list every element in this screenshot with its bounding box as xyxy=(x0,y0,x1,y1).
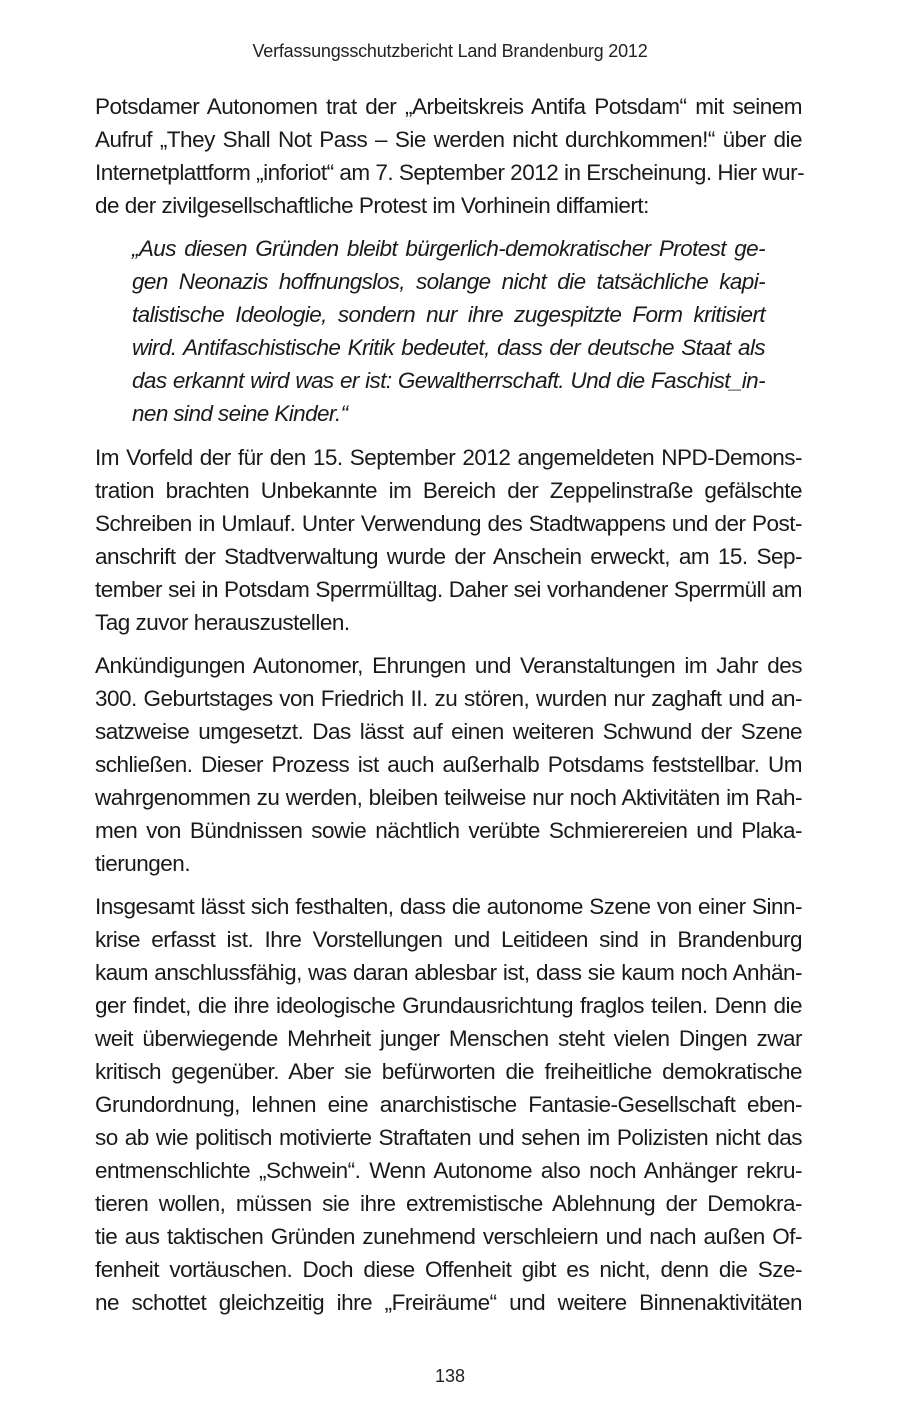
quote-line: gen Neonazis hoffnungslos, solange nicht die tatsächliche kapi- xyxy=(132,269,765,294)
text-line: 300. Geburtstages von Friedrich II. zu stören, wurden nur zaghaft und an- xyxy=(95,686,802,711)
paragraph-summary xyxy=(95,890,802,1319)
quote-line: das erkannt wird was er ist: Gewaltherrschaft. Und die Faschist_in- xyxy=(132,368,765,393)
text-line: tie aus taktischen Gründen zunehmend verschleiern und nach außen Of- xyxy=(95,1224,802,1249)
text-line: ger findet, die ihre ideologische Grundausrichtung fraglos teilen. Denn die xyxy=(95,993,802,1018)
text-line: tration brachten Unbekannte im Bereich der Zeppelinstraße gefälschte xyxy=(95,478,802,503)
text-line: tieren wollen, müssen sie ihre extremistische Ablehnung der Demokra- xyxy=(95,1191,802,1216)
text-line: satzweise umgesetzt. Das lässt auf einen weiteren Schwund der Szene xyxy=(95,719,802,744)
text-line: Insgesamt lässt sich festhalten, dass die autonome Szene von einer Sinn- xyxy=(95,894,802,919)
text-line: so ab wie politisch motivierte Straftaten und sehen im Polizisten nicht das xyxy=(95,1125,802,1150)
quote-line: „Aus diesen Gründen bleibt bürgerlich-demokratischer Protest ge- xyxy=(132,236,765,261)
text-line: Im Vorfeld der für den 15. September 2012 angemeldeten NPD-Demons- xyxy=(95,445,802,470)
paragraph-announcements xyxy=(95,649,802,880)
text-line: Aufruf „They Shall Not Pass – Sie werden nicht durchkommen!“ über die xyxy=(95,127,802,152)
running-header: Verfassungsschutzbericht Land Brandenburg 2012 xyxy=(252,41,648,61)
text-line: anschrift der Stadtverwaltung wurde der Anschein erweckt, am 15. Sep- xyxy=(95,544,802,569)
text-line: weit überwiegende Mehrheit junger Menschen steht vielen Dingen zwar xyxy=(95,1026,802,1051)
text-line: wahrgenommen zu werden, bleiben teilweise nur noch Aktivitäten im Rah- xyxy=(95,785,802,810)
text-line: tierungen. xyxy=(95,851,191,876)
text-line: krise erfasst ist. Ihre Vorstellungen und Leitideen sind in Brandenburg xyxy=(95,927,802,952)
paragraph-intro xyxy=(95,90,805,222)
text-line: de der zivilgesellschaftliche Protest im Vorhinein diffamiert: xyxy=(95,193,649,218)
text-line: Tag zuvor herauszustellen. xyxy=(95,610,350,635)
text-line: Potsdamer Autonomen trat der „Arbeitskreis Antifa Potsdam“ mit seinem xyxy=(95,94,802,119)
page-number: 138 xyxy=(434,1366,466,1386)
text-line: kritisch gegenüber. Aber sie befürworten die freiheitliche demokratische xyxy=(95,1059,802,1084)
text-line: entmenschlichte „Schwein“. Wenn Autonome also noch Anhänger rekru- xyxy=(95,1158,802,1183)
text-line: men von Bündnissen sowie nächtlich verübte Schmierereien und Plaka- xyxy=(95,818,802,843)
paragraph-npd-demonstration xyxy=(95,441,802,639)
text-line: schließen. Dieser Prozess ist auch außerhalb Potsdams feststellbar. Um xyxy=(95,752,802,777)
quote-line: wird. Antifaschistische Kritik bedeutet, dass der deutsche Staat als xyxy=(132,335,765,360)
page-body xyxy=(95,90,805,1329)
text-line: Schreiben in Umlauf. Unter Verwendung des Stadtwappens und der Post- xyxy=(95,511,802,536)
text-line: fenheit vortäuschen. Doch diese Offenheit gibt es nicht, denn die Sze- xyxy=(95,1257,802,1282)
text-line: Internetplattform „inforiot“ am 7. September 2012 in Erscheinung. Hier wur- xyxy=(95,160,805,185)
text-line: Grundordnung, lehnen eine anarchistische Fantasie-Gesellschaft eben- xyxy=(95,1092,802,1117)
text-line: ne schottet gleichzeitig ihre „Freiräume“ und weitere Binnenaktivitäten xyxy=(95,1290,802,1315)
quote-line: nen sind seine Kinder.“ xyxy=(132,401,348,426)
quote-line: talistische Ideologie, sondern nur ihre zugespitzte Form kritisiert xyxy=(132,302,765,327)
text-line: kaum anschlussfähig, was daran ablesbar ist, dass sie kaum noch Anhän- xyxy=(95,960,802,985)
text-line: tember sei in Potsdam Sperrmülltag. Daher sei vorhandener Sperrmüll am xyxy=(95,577,802,602)
text-line: Ankündigungen Autonomer, Ehrungen und Veranstaltungen im Jahr des xyxy=(95,653,802,678)
block-quote xyxy=(132,232,765,430)
